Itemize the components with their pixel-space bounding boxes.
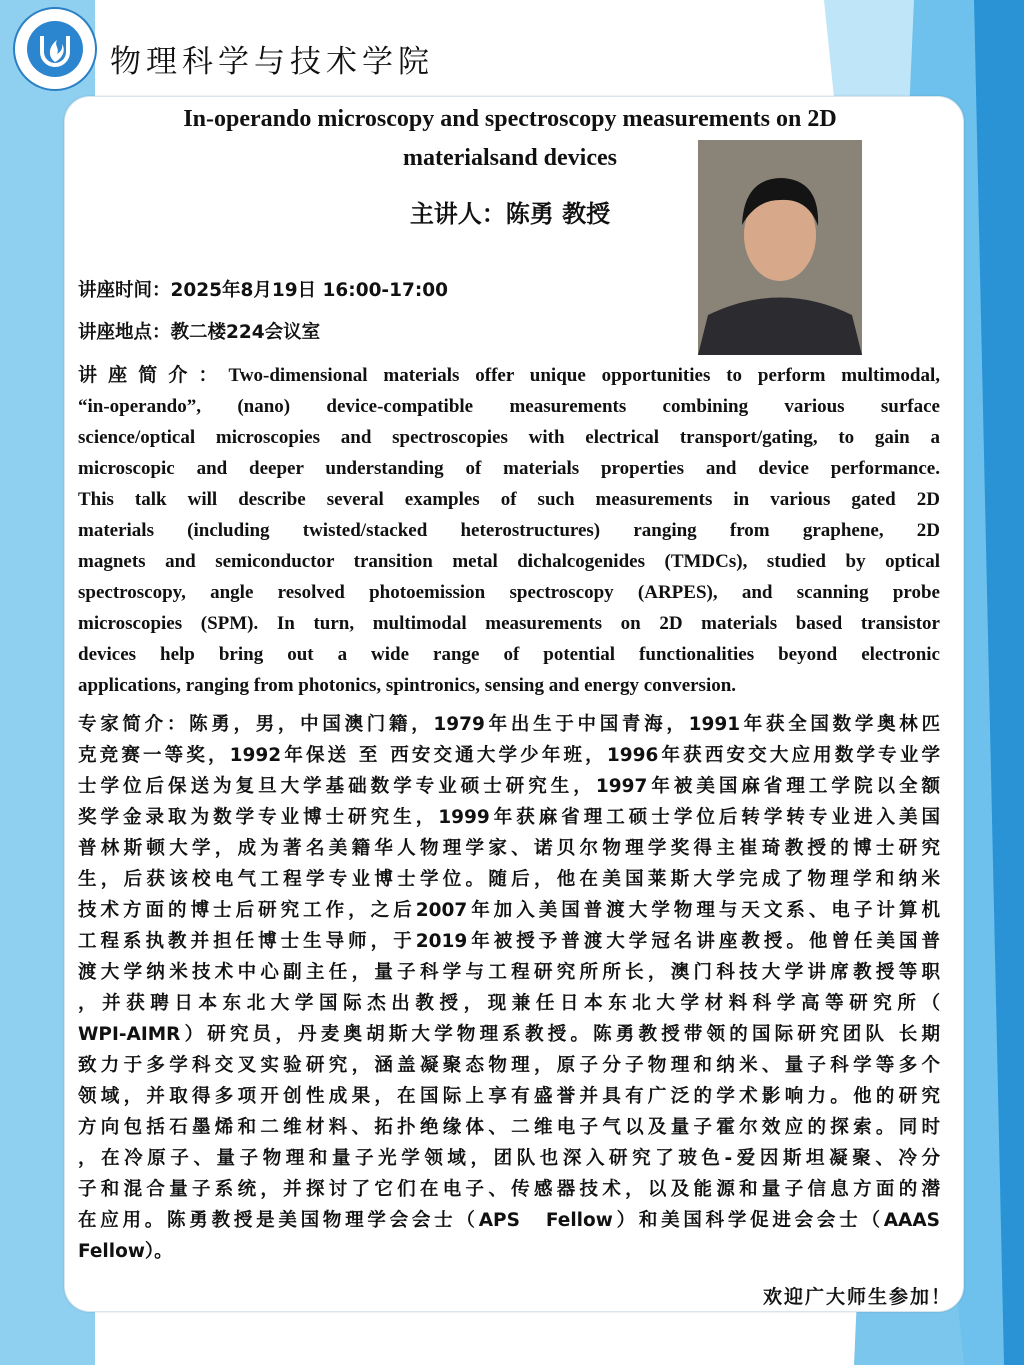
abstract-line: microscopic and deeper understanding of materials properties and device performance. — [78, 458, 940, 479]
bio-line: 领域，并取得多项开创性成果，在国际上享有盛誉并具有广泛的学术影响力。他的研究 — [78, 1086, 940, 1107]
bio-line: ，并获聘日本东北大学国际杰出教授，现兼任日本东北大学材料科学高等研究所（ — [78, 993, 940, 1014]
bio-line: 技术方面的博士后研究工作，之后2007年加入美国普渡大学物理与天文系、电子计算机 — [78, 900, 940, 921]
bio-line: 专家简介：陈勇，男，中国澳门籍，1979年出生于中国青海，1991年获全国数学奥林匹 — [78, 714, 940, 735]
abstract-line: 讲座简介：Two-dimensional materials offer unique opportunities to perform multimodal, — [78, 365, 940, 386]
abstract-line: spectroscopy, angle resolved photoemission spectroscopy (ARPES), and scanning probe — [78, 582, 940, 603]
bio-line: 士学位后保送为复旦大学基础数学专业硕士研究生，1997年被美国麻省理工学院以全额 — [78, 776, 940, 797]
bio-line: 在应用。陈勇教授是美国物理学会会士（APS Fellow）和美国科学促进会会士（AAAS — [78, 1210, 940, 1231]
bio-line: 子和混合量子系统，并探讨了它们在电子、传感器技术，以及能源和量子信息方面的潜 — [78, 1179, 940, 1200]
bio-line: 普林斯顿大学，成为著名美籍华人物理学家、诺贝尔物理学奖得主崔琦教授的博士研究 — [78, 838, 940, 859]
abstract-line: microscopies (SPM). In turn, multimodal measurements on 2D materials based transistor — [78, 613, 940, 634]
bio-line: 渡大学纳米技术中心副主任，量子科学与工程研究所所长，澳门科技大学讲席教授等职 — [78, 962, 940, 983]
speaker-bio — [78, 709, 940, 1267]
bio-line: Fellow）。 — [78, 1241, 173, 1262]
college-name: 物理科学与技术学院 — [110, 44, 434, 80]
speaker-name: 主讲人：陈勇 教授 — [409, 200, 611, 228]
talk-title-line1: In-operando microscopy and spectroscopy measurements on 2D — [183, 106, 837, 132]
welcome-message: 欢迎广大师生参加！ — [762, 1286, 952, 1308]
bio-line: WPI-AIMR）研究员，丹麦奥胡斯大学物理系教授。陈勇教授带领的国际研究团队 长期 — [78, 1024, 940, 1045]
abstract-line: “in-operando”, (nano) device-compatible measurements combining various surface — [78, 396, 940, 417]
lecture-location: 讲座地点：教二楼224会议室 — [78, 322, 321, 343]
bio-line: 奖学金录取为数学专业博士研究生，1999年获麻省理工硕士学位后转学转专业进入美国 — [78, 807, 940, 828]
university-logo — [12, 6, 98, 92]
abstract — [78, 360, 940, 701]
header — [0, 0, 1024, 95]
bio-line: 方向包括石墨烯和二维材料、拓扑绝缘体、二维电子气以及量子霍尔效应的探索。同时 — [78, 1117, 940, 1138]
bio-line: 致力于多学科交叉实验研究，涵盖凝聚态物理，原子分子物理和纳米、量子科学等多个 — [78, 1055, 940, 1076]
lecture-time: 讲座时间：2025年8月19日 16:00-17:00 — [78, 280, 449, 301]
abstract-line: devices help bring out a wide range of potential functionalities beyond electronic — [78, 644, 940, 665]
bio-line: ，在冷原子、量子物理和量子光学领域，团队也深入研究了玻色-爱因斯坦凝聚、冷分 — [78, 1148, 940, 1169]
abstract-line: applications, ranging from photonics, spintronics, sensing and energy conversion. — [78, 675, 737, 696]
abstract-line: magnets and semiconductor transition metal dichalcogenides (TMDCs), studied by optical — [78, 551, 940, 572]
bio-line: 工程系执教并担任博士生导师，于2019年被授予普渡大学冠名讲座教授。他曾任美国普 — [78, 931, 940, 952]
speaker-photo — [698, 140, 862, 355]
abstract-line: This talk will describe several examples of such measurements in various gated 2D — [78, 489, 940, 510]
bio-line: 克竞赛一等奖，1992年保送 至 西安交通大学少年班，1996年获西安交大应用数学专业学 — [78, 745, 940, 766]
bio-line: 生，后获该校电气工程学专业博士学位。随后，他在美国莱斯大学完成了物理学和纳米 — [78, 869, 940, 890]
abstract-line: materials (including twisted/stacked heterostructures) ranging from graphene, 2D — [78, 520, 940, 541]
abstract-line: science/optical microscopies and spectroscopies with electrical transport/gating, to gain a — [78, 427, 940, 448]
talk-title-line2: materialsand devices — [403, 145, 617, 171]
